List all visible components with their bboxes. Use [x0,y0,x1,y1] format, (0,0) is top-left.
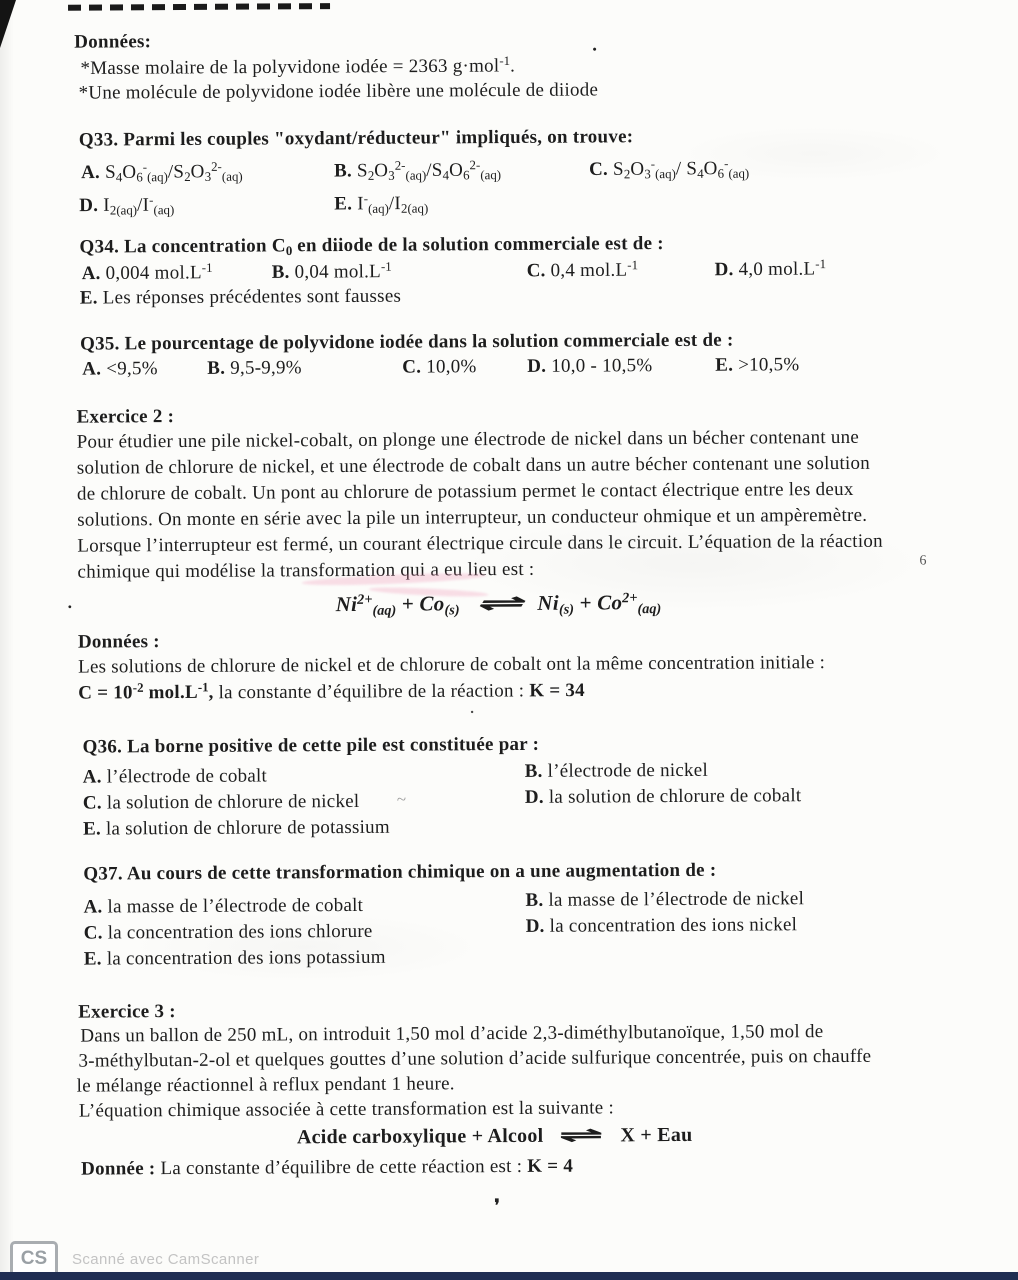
q34-option-b: B. 0,04 $mol.L^{-1}$ [271,258,392,283]
exercise2-title: Exercice 2 : [76,406,175,428]
q33-option-d: D. $I_{2(aq)}/I^-_{(aq)}$ [79,192,175,218]
donnees-line-2: *Une molécule de polyvidone iodée libère une molécule de diiode [78,79,599,104]
exercise3-line-4: L’équation chimique associée à cette transformation est la suivante : [78,1097,615,1122]
q35-option-e: E. >10,5% [715,354,800,376]
exercise2-line-2: solution de chlorure de nickel, et une électrode de cobalt dans un autre bécher contenant une solution [76,452,871,479]
q33-heading: Q33. Parmi les couples "oxydant/réducteur" impliqués, on trouve: [78,126,634,151]
bottom-navy-bar [0,1272,1018,1280]
exercise2-equation [336,589,662,621]
q34-option-a: A. 0,004 $mol.L^{-1}$ [81,259,213,285]
q33-option-b: B. $S_2O_3^{2-}_{(aq)}/S_4O_6^{2-}_{(aq)}$ [333,157,502,183]
camscanner-watermark-text: Scanné avec CamScanner [72,1250,260,1268]
initial-concentration-value: $C = 10^{-2}$ $mol.L^{-1}$, [78,679,214,705]
exercise3-data-line [81,1155,573,1182]
stray-character: 6 [919,553,927,569]
exercise2-data-line: Les solutions de chlorure de nickel et de chlorure de cobalt ont la même concentration initiale : [78,652,826,678]
camscanner-logo-text: CS [20,1248,48,1269]
equation-lhs: Acide carboxylique + Alcool [296,1124,544,1149]
equilibrium-arrow-icon: ⇌ [559,1124,605,1147]
q37-option-b: B. la masse de l’électrode de nickel [525,888,805,911]
q36-heading: Q36. La borne positive de cette pile est constituée par : [82,733,540,758]
donnees-title: Données: [74,31,152,53]
equilibrium-constant-text: la constante d’équilibre de la réaction : [218,680,525,704]
exercise2-constants-line [78,678,585,706]
donnee-text: La constante d’équilibre de cette réaction est : [160,1155,523,1180]
q33-option-c: C. $S_2O_3^-_{(aq)}/$ $S_4O_6^-_{(aq)}$ [588,155,750,182]
exercise3-title: Exercice 3 : [78,1001,176,1023]
ink-mark: ❜ [494,1196,500,1216]
q33-option-a: A. $S_4O_6^-_{(aq)}/S_2O_3^{2-}_{(aq)}$ [80,158,243,185]
equation-rhs: X + Eau [620,1123,693,1147]
q35-option-b: B. 9,5-9,9% [207,357,302,379]
q35-heading: Q35. Le pourcentage de polyvidone iodée dans la solution commerciale est de : [80,329,734,355]
equation-rhs: $Ni_{(s)} + Co^{2+}_{(aq)}$ [537,590,662,618]
q34-option-e: E. Les réponses précédentes sont fausses [79,285,402,309]
equilibrium-constant-value: K = 34 [529,680,585,702]
q36-option-e: E. la solution de chlorure de potassium [82,816,390,840]
exercise2-data-title: Données : [77,631,160,653]
q37-option-d: D. la concentration des ions nickel [525,914,798,937]
donnees-line-1: *Masse molaire de la polyvidone iodée = 2363 g·mol$^{-1}$. [80,52,516,80]
stray-diamond-icon: • [67,599,72,614]
q35-option-c: C. 10,0% [402,356,477,378]
q35-option-a: A. <9,5% [82,358,158,380]
q36-option-a: A. l’électrode de cobalt [82,765,268,788]
q36-option-c: C. la solution de chlorure de nickel [82,790,360,814]
q37-heading: Q37. Au cours de cette transformation chimique on a une augmentation de : [83,859,717,885]
donnee-label: Donnée : [81,1158,156,1180]
torn-dashed-line [68,3,330,11]
q37-option-a: A. la masse de l’électrode de cobalt [83,894,364,918]
q37-option-e: E. la concentration des ions potassium [83,946,386,970]
exercise3-equation [297,1123,693,1150]
q36-option-b: B. l’électrode de nickel [524,759,709,782]
exercise3-line-2: 3-méthylbutan-2-ol et quelques gouttes d’une solution d’acide sulfurique concentrée, puis on chauffe [78,1045,872,1072]
q37-option-c: C. la concentration des ions chlorure [83,920,373,944]
exercise2-line-1: Pour étudier une pile nickel-cobalt, on plonge une électrode de nickel dans un bécher contenant une [76,426,860,453]
exercise2-line-3: de chlorure de cobalt. Un pont au chlorure de potassium permet le contact électrique entre les deux [76,478,854,505]
q34-option-d: D. 4,0 $mol.L^{-1}$ [714,256,827,281]
q34-option-c: C. 0,4 $mol.L^{-1}$ [526,257,639,282]
q35-option-d: D. 10,0 - 10,5% [527,355,653,377]
q33-option-e: E. $I^-_{(aq)}/I_{2(aq)}$ [334,190,429,216]
exercise2-line-5: Lorsque l’interrupteur est fermé, un courant électrique circule dans le circuit. L’équation de la réaction [77,530,883,557]
equation-lhs: $Ni^{2+}_{(aq)} + Co_{(s)}$ [335,591,460,619]
exercise2-line-4: solutions. On monte en série avec la pile un interrupteur, un conducteur ohmique et un ampèremètre. [77,504,868,531]
pencil-tick-mark: ~ [396,789,407,809]
exercise3-line-1: Dans un ballon de 250 mL, on introduit 1,50 mol d’acide 2,3-diméthylbutanoïque, 1,50 mol de [80,1021,824,1047]
equilibrium-arrow-icon: ⇌ [475,590,522,616]
small-dot-icon: • [470,707,474,719]
equilibrium-constant-value: K = 4 [527,1155,574,1177]
exercise2-line-6: chimique qui modélise la transformation qui a eu lieu est : [77,558,535,583]
q36-option-d: D. la solution de chlorure de cobalt [524,785,802,808]
stray-dot-icon: • [592,41,597,57]
exercise3-line-3: le mélange réactionnel à reflux pendant 1 heure. [76,1073,455,1097]
q34-heading: Q34. La concentration $C_0$ en diiode de la solution commerciale est de : [79,233,664,258]
